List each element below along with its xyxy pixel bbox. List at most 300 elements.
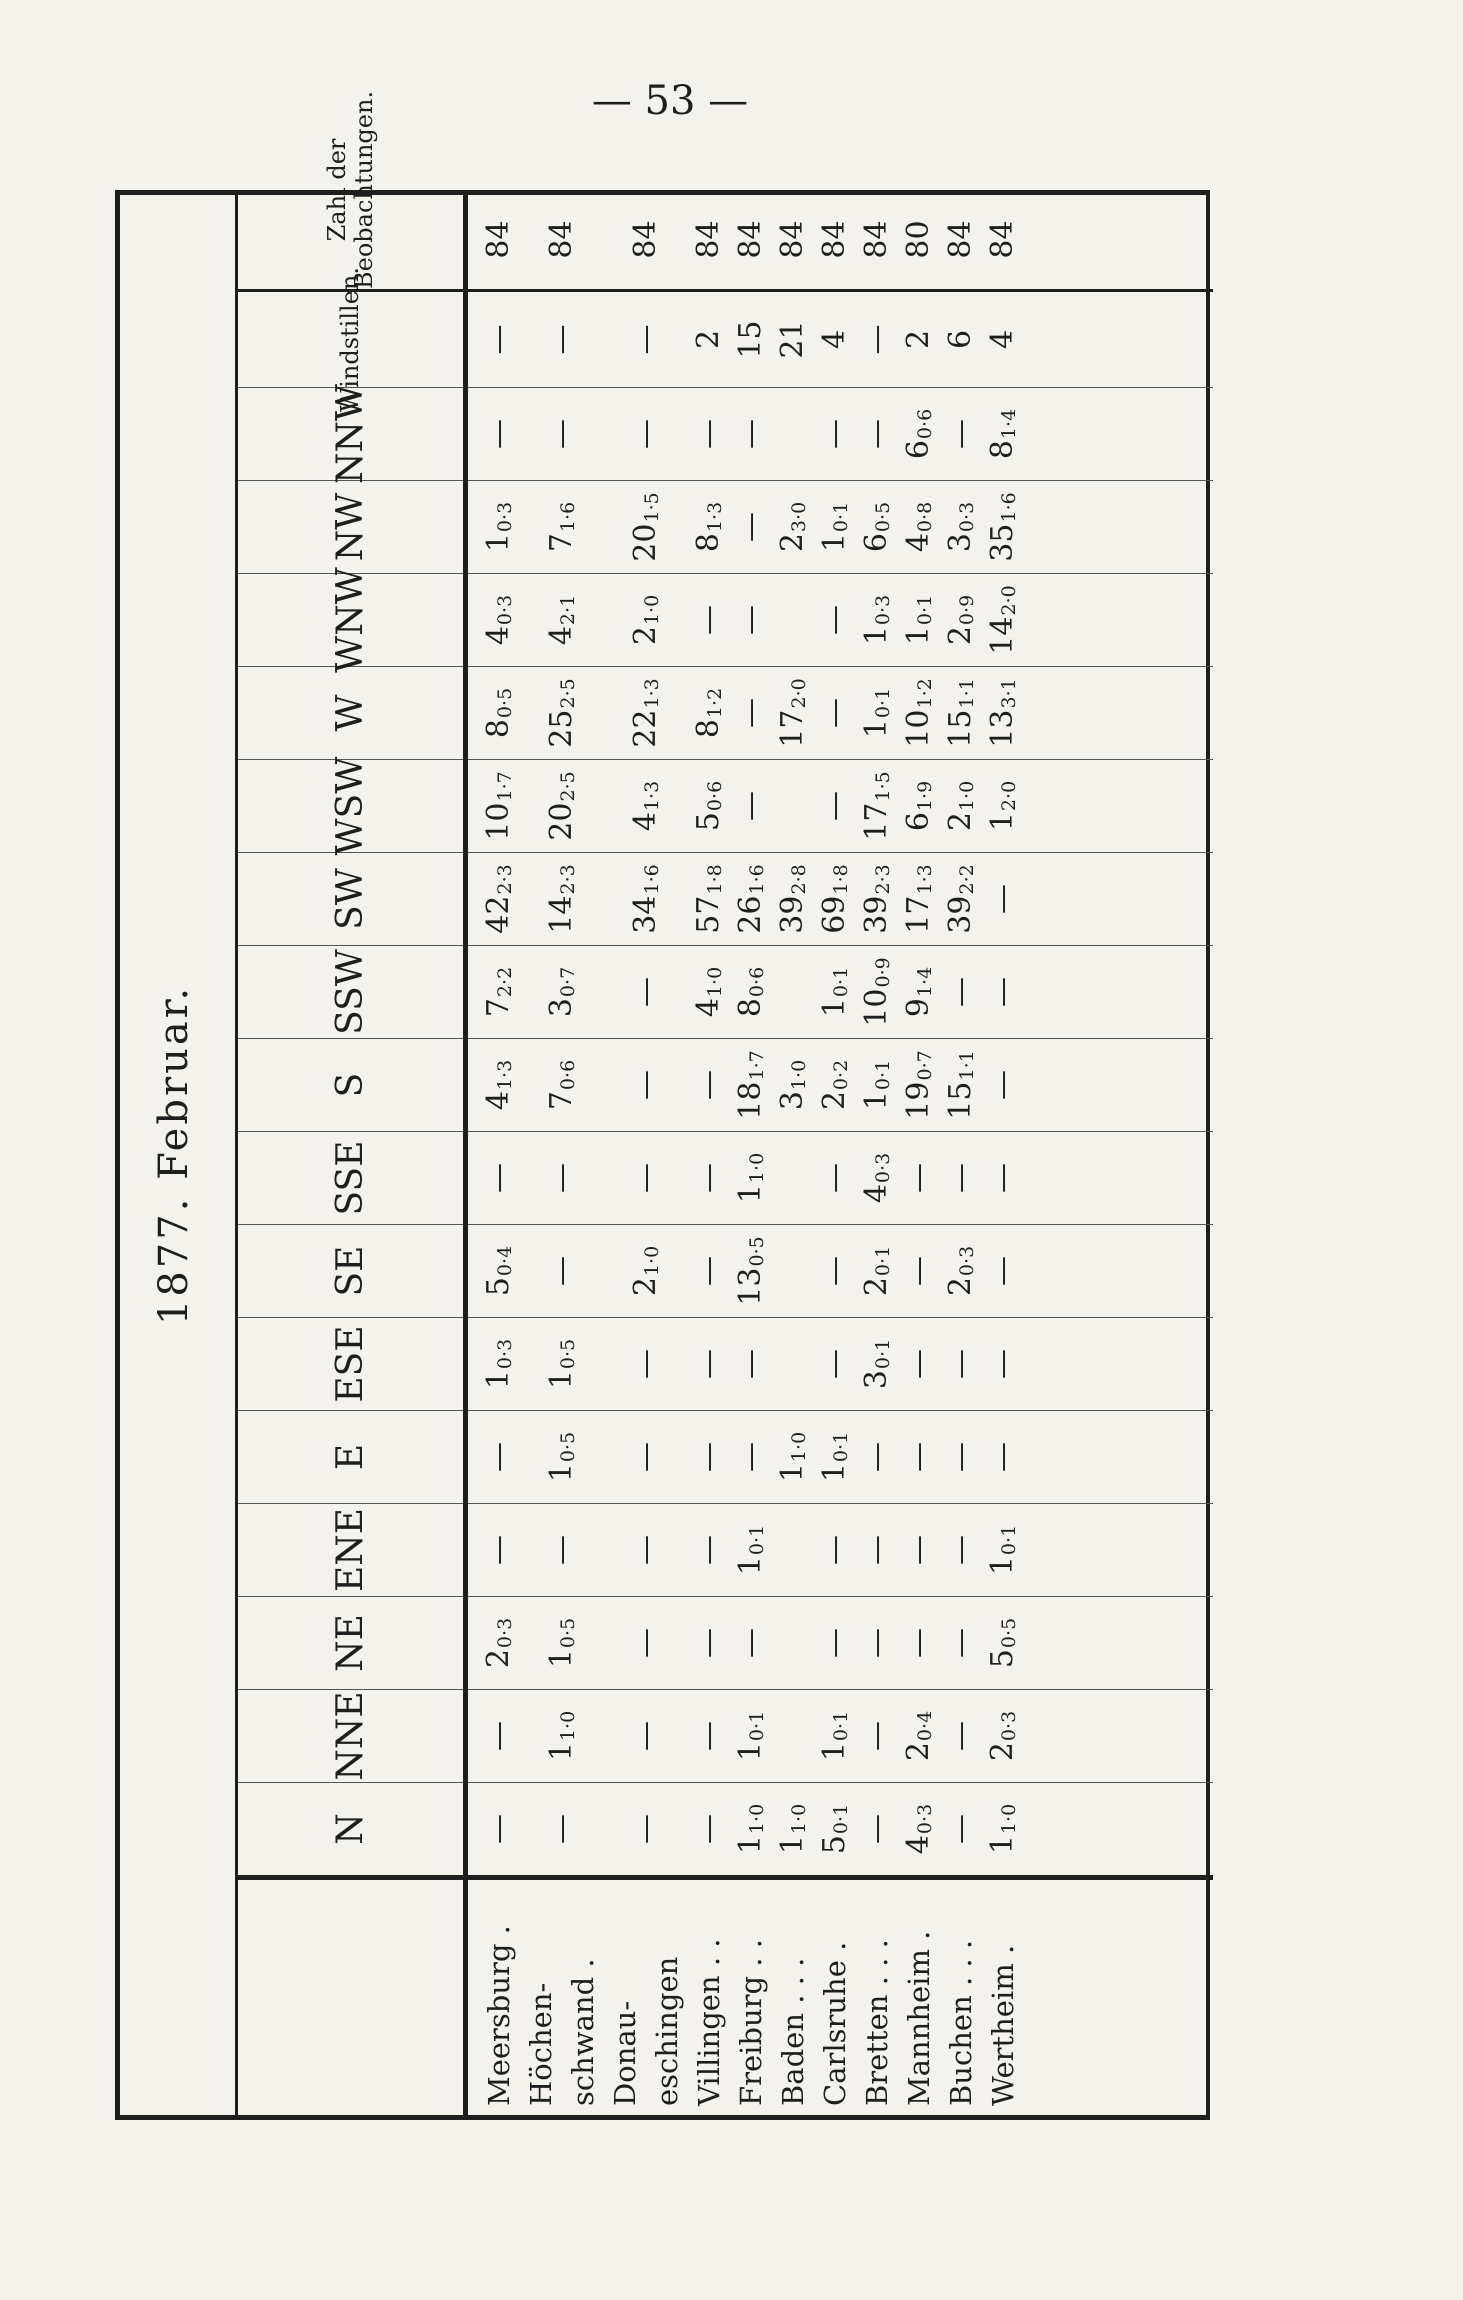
value-cell: — [859, 1628, 894, 1658]
value-cell: — [481, 1814, 516, 1844]
value-cell: — [733, 605, 768, 635]
value-cell: — [943, 977, 978, 1007]
direction-column [468, 573, 1213, 666]
value-cell [814, 1783, 856, 1875]
value-cell: — [691, 419, 726, 449]
value-cell [520, 946, 604, 1038]
frequency: 3 [775, 1091, 810, 1111]
frequency: 2 [628, 626, 663, 646]
frequency: 2 [775, 533, 810, 553]
value-cell: — [544, 1163, 579, 1193]
mean-strength: 0·4 [914, 1710, 936, 1742]
value-cell [478, 1225, 520, 1317]
direction-column [468, 1317, 1213, 1410]
calms-cell: — [628, 324, 663, 355]
value-cell: — [544, 1814, 579, 1844]
frequency: 2 [817, 1091, 852, 1111]
value-cell: — [985, 1349, 1020, 1379]
value-cell [982, 1504, 1024, 1596]
count-cell: 84 [775, 220, 810, 259]
value-cell: — [481, 1442, 516, 1472]
frequency: 6 [901, 812, 936, 832]
frequency: 15 [943, 709, 978, 748]
value-cell: — [901, 1256, 936, 1286]
station-name: Donau- [608, 2000, 642, 2106]
value-cell [982, 574, 1024, 666]
mean-strength: 0·1 [830, 1710, 852, 1742]
frequency: 2 [481, 1649, 516, 1669]
value-cell: — [691, 1163, 726, 1193]
mean-strength: 0·3 [998, 1710, 1020, 1742]
calms-cell: 4 [985, 329, 1020, 350]
frequency: 2 [943, 1277, 978, 1297]
frequency: 2 [985, 1742, 1020, 1762]
frequency: 17 [775, 709, 810, 748]
direction-column [468, 1410, 1213, 1503]
frequency: 8 [691, 533, 726, 553]
direction-column [468, 945, 1213, 1038]
value-cell [604, 574, 688, 666]
frequency: 26 [733, 895, 768, 934]
value-cell [772, 667, 814, 759]
value-cell [730, 1783, 772, 1875]
mean-strength: 1·6 [746, 864, 768, 895]
value-cell: — [481, 1163, 516, 1193]
value-cell [478, 667, 520, 759]
mean-strength: 2·8 [788, 864, 810, 895]
value-cell: — [985, 1163, 1020, 1193]
frequency: 18 [733, 1081, 768, 1120]
value-cell [940, 760, 982, 852]
value-cell: — [985, 977, 1020, 1007]
mean-strength: 0·3 [956, 501, 978, 533]
value-cell [772, 760, 814, 852]
value-cell [520, 1039, 604, 1131]
value-cell [772, 1411, 814, 1503]
value-cell [940, 1039, 982, 1131]
frequency: 1 [733, 1556, 768, 1576]
frequency: 2 [943, 626, 978, 646]
value-cell [604, 760, 688, 852]
value-cell [520, 667, 604, 759]
value-cell: — [817, 1535, 852, 1565]
value-cell: — [691, 1349, 726, 1379]
mean-strength: 1·6 [557, 501, 579, 533]
calms-cell: 2 [901, 329, 936, 350]
value-cell [772, 946, 814, 1038]
value-cell: — [733, 1349, 768, 1379]
mean-strength: 0·9 [956, 594, 978, 626]
mean-strength: 1·0 [956, 780, 978, 812]
rotated-table [115, 90, 1210, 2120]
value-cell [520, 481, 604, 573]
value-cell [688, 946, 730, 1038]
value-cell [688, 481, 730, 573]
direction-header: ESE [238, 1317, 463, 1410]
frequency: 1 [817, 1463, 852, 1483]
frequency: 57 [691, 895, 726, 934]
frequency: 2 [628, 1277, 663, 1297]
value-cell [940, 853, 982, 945]
frequency: 17 [859, 802, 894, 841]
value-cell [772, 1318, 814, 1410]
count-cell: 80 [901, 220, 936, 259]
mean-strength: 0·3 [494, 1338, 516, 1370]
calms-column [468, 289, 1213, 387]
value-cell [982, 667, 1024, 759]
frequency: 1 [985, 1556, 1020, 1576]
value-cell: — [733, 419, 768, 449]
mean-strength: 0·3 [494, 501, 516, 533]
station-name: eschingen [650, 1956, 684, 2106]
value-cell [520, 1318, 604, 1410]
value-cell [856, 574, 898, 666]
frequency: 4 [628, 812, 663, 832]
mean-strength: 1·0 [641, 1245, 663, 1277]
value-cell [478, 946, 520, 1038]
count-cell: 84 [544, 220, 579, 259]
value-cell: — [481, 1721, 516, 1751]
mean-strength: 1·2 [914, 678, 936, 709]
frequency: 1 [544, 1742, 579, 1762]
frequency: 13 [733, 1267, 768, 1306]
count-cell: 84 [691, 220, 726, 259]
direction-column [468, 852, 1213, 945]
value-cell [688, 853, 730, 945]
station-name: Freiburg . . [734, 1939, 768, 2106]
frequency: 69 [817, 895, 852, 934]
mean-strength: 0·7 [914, 1050, 936, 1081]
mean-strength: 0·1 [998, 1524, 1020, 1556]
frequency: 1 [859, 626, 894, 646]
count-cell: 84 [628, 220, 663, 259]
mean-strength: 0·6 [914, 408, 936, 440]
mean-strength: 0·1 [872, 1338, 894, 1370]
calms-cell: 4 [817, 329, 852, 350]
direction-header: WSW [238, 759, 463, 852]
direction-header: N [238, 1782, 463, 1875]
value-cell [520, 1411, 604, 1503]
value-cell [982, 1597, 1024, 1689]
mean-strength: 1·6 [998, 492, 1020, 523]
direction-column [468, 1224, 1213, 1317]
value-cell [898, 574, 940, 666]
value-cell [520, 1690, 604, 1782]
mean-strength: 0·5 [746, 1236, 768, 1267]
count-header: Zahl der Beobachtungen. [323, 90, 378, 289]
value-cell: — [817, 698, 852, 728]
station-name: Carlsruhe . [818, 1941, 852, 2106]
frequency: 4 [691, 998, 726, 1018]
mean-strength: 0·3 [494, 1617, 516, 1649]
value-cell: — [817, 419, 852, 449]
frequency: 34 [628, 895, 663, 934]
value-cell [520, 760, 604, 852]
mean-strength: 1·3 [704, 501, 726, 533]
frequency: 13 [985, 709, 1020, 748]
mean-strength: 2·0 [998, 585, 1020, 616]
mean-strength: 1·0 [746, 1152, 768, 1184]
direction-column [468, 1131, 1213, 1224]
value-cell: — [985, 884, 1020, 914]
value-cell: — [817, 791, 852, 821]
value-cell [604, 667, 688, 759]
frequency: 4 [901, 533, 936, 553]
value-cell: — [943, 1535, 978, 1565]
mean-strength: 1·1 [956, 1050, 978, 1081]
value-cell: — [901, 1535, 936, 1565]
value-cell [982, 481, 1024, 573]
frequency: 1 [985, 812, 1020, 832]
value-cell [898, 667, 940, 759]
mean-strength: 1·8 [830, 864, 852, 895]
mean-strength: 2·5 [557, 678, 579, 709]
value-cell [856, 946, 898, 1038]
value-cell: — [733, 512, 768, 542]
value-cell: — [817, 1163, 852, 1193]
mean-strength: 1·4 [998, 408, 1020, 440]
mean-strength: 0·3 [872, 594, 894, 626]
mean-strength: 1·8 [704, 864, 726, 895]
value-cell [940, 667, 982, 759]
value-cell: — [481, 419, 516, 449]
value-cell: — [943, 1442, 978, 1472]
value-cell [898, 1783, 940, 1875]
mean-strength: 0·7 [557, 966, 579, 998]
direction-header: NE [238, 1596, 463, 1689]
value-cell: — [943, 1721, 978, 1751]
frequency: 5 [817, 1835, 852, 1855]
frequency: 10 [901, 709, 936, 748]
station-column [468, 1875, 1213, 2120]
frequency: 8 [691, 719, 726, 739]
direction-column [468, 387, 1213, 480]
value-cell [730, 1039, 772, 1131]
direction-header: WNW [238, 573, 463, 666]
value-cell: — [628, 1814, 663, 1844]
mean-strength: 1·2 [704, 687, 726, 719]
value-cell [730, 1225, 772, 1317]
frequency: 19 [901, 1081, 936, 1120]
mean-strength: 0·3 [914, 1803, 936, 1835]
frequency: 1 [544, 1463, 579, 1483]
frequency: 1 [985, 1835, 1020, 1855]
value-cell [730, 1504, 772, 1596]
mean-strength: 1·3 [914, 864, 936, 895]
frequency: 2 [943, 812, 978, 832]
mean-strength: 0·8 [914, 501, 936, 533]
frequency: 15 [943, 1081, 978, 1120]
mean-strength: 0·6 [704, 780, 726, 812]
mean-strength: 1·5 [872, 771, 894, 802]
value-cell [856, 1039, 898, 1131]
count-cell: 84 [985, 220, 1020, 259]
value-cell: — [691, 1535, 726, 1565]
frequency: 10 [481, 802, 516, 841]
frequency: 1 [775, 1463, 810, 1483]
value-cell [604, 481, 688, 573]
mean-strength: 1·3 [641, 780, 663, 812]
value-cell [898, 388, 940, 480]
value-cell [814, 1039, 856, 1131]
value-cell: — [943, 1163, 978, 1193]
value-cell [814, 481, 856, 573]
frequency: 1 [544, 1649, 579, 1669]
frequency: 17 [901, 895, 936, 934]
value-cell: — [733, 1442, 768, 1472]
value-cell [982, 1783, 1024, 1875]
wind-table [235, 90, 1213, 2120]
value-cell: — [628, 1535, 663, 1565]
value-cell: — [901, 1628, 936, 1658]
value-cell: — [901, 1442, 936, 1472]
frequency: 4 [544, 626, 579, 646]
mean-strength: 1·0 [746, 1803, 768, 1835]
station-name: Bretten . . . [860, 1939, 894, 2106]
value-cell [772, 1225, 814, 1317]
value-cell [982, 1690, 1024, 1782]
mean-strength: 0·9 [872, 957, 894, 988]
station-name: Villingen . . [692, 1938, 726, 2106]
direction-column [468, 759, 1213, 852]
value-cell: — [859, 1721, 894, 1751]
mean-strength: 1·7 [494, 771, 516, 802]
value-cell [856, 1225, 898, 1317]
value-cell: — [943, 1628, 978, 1658]
value-cell [940, 481, 982, 573]
mean-strength: 0·1 [830, 501, 852, 533]
direction-header: NNW [238, 387, 463, 480]
frequency: 4 [481, 1091, 516, 1111]
mean-strength: 0·5 [494, 687, 516, 719]
mean-strength: 0·1 [830, 1431, 852, 1463]
frequency: 35 [985, 523, 1020, 562]
mean-strength: 0·1 [746, 1710, 768, 1742]
direction-column [468, 1038, 1213, 1131]
value-cell: — [628, 1721, 663, 1751]
direction-header: NW [238, 480, 463, 573]
value-cell: — [733, 791, 768, 821]
mean-strength: 0·6 [557, 1059, 579, 1091]
direction-header: SW [238, 852, 463, 945]
value-cell [898, 760, 940, 852]
value-cell: — [628, 1163, 663, 1193]
mean-strength: 1·3 [641, 678, 663, 709]
frequency: 4 [901, 1835, 936, 1855]
value-cell: — [859, 419, 894, 449]
value-cell [856, 760, 898, 852]
value-cell: — [691, 1814, 726, 1844]
count-cell: 84 [859, 220, 894, 259]
mean-strength: 3·1 [998, 678, 1020, 709]
mean-strength: 1·0 [998, 1803, 1020, 1835]
header-row [238, 90, 468, 2120]
frequency: 22 [628, 709, 663, 748]
value-cell [898, 853, 940, 945]
value-cell: — [817, 605, 852, 635]
calms-header: Windstillen. [238, 289, 463, 387]
station-name: Baden . . . [776, 1957, 810, 2106]
direction-header: S [238, 1038, 463, 1131]
mean-strength: 0·1 [872, 687, 894, 719]
mean-strength: 1·6 [641, 864, 663, 895]
value-cell [604, 1225, 688, 1317]
value-cell [856, 1132, 898, 1224]
frequency: 14 [544, 895, 579, 934]
mean-strength: 1·3 [494, 1059, 516, 1091]
mean-strength: 1·9 [914, 780, 936, 812]
mean-strength: 2·2 [494, 966, 516, 998]
value-cell: — [628, 1442, 663, 1472]
value-cell: — [817, 1256, 852, 1286]
station-name: Buchen . . . [944, 1939, 978, 2106]
direction-column [468, 1782, 1213, 1875]
value-cell: — [628, 1070, 663, 1100]
frequency: 1 [817, 533, 852, 553]
frequency: 8 [985, 440, 1020, 460]
value-cell: — [817, 1349, 852, 1379]
value-cell [772, 574, 814, 666]
value-cell [982, 760, 1024, 852]
mean-strength: 1·7 [746, 1050, 768, 1081]
value-cell [730, 1132, 772, 1224]
value-cell [730, 946, 772, 1038]
count-column [468, 190, 1213, 289]
frequency: 7 [544, 533, 579, 553]
value-cell: — [691, 1442, 726, 1472]
value-cell [772, 1132, 814, 1224]
value-cell [478, 760, 520, 852]
mean-strength: 1·0 [788, 1059, 810, 1091]
mean-strength: 2·5 [557, 771, 579, 802]
mean-strength: 0·5 [557, 1431, 579, 1463]
frequency: 14 [985, 616, 1020, 655]
frequency: 5 [691, 812, 726, 832]
value-cell [814, 1411, 856, 1503]
direction-column [468, 1689, 1213, 1782]
frequency: 1 [859, 719, 894, 739]
value-cell [856, 853, 898, 945]
frequency: 1 [775, 1835, 810, 1855]
direction-header: NNE [238, 1689, 463, 1782]
station-header [238, 1875, 463, 2120]
mean-strength: 2·0 [788, 678, 810, 709]
frequency: 20 [628, 523, 663, 562]
direction-header: SE [238, 1224, 463, 1317]
value-cell: — [691, 1256, 726, 1286]
calms-cell: — [544, 324, 579, 355]
frequency: 1 [733, 1742, 768, 1762]
count-cell: 84 [817, 220, 852, 259]
frequency: 25 [544, 709, 579, 748]
value-cell: — [733, 1628, 768, 1658]
direction-header: E [238, 1410, 463, 1503]
mean-strength: 2·2 [956, 864, 978, 895]
value-cell: — [691, 1628, 726, 1658]
value-cell [478, 481, 520, 573]
frequency: 4 [481, 626, 516, 646]
value-cell [898, 946, 940, 1038]
mean-strength: 0·6 [746, 966, 768, 998]
frequency: 39 [859, 895, 894, 934]
frequency: 39 [943, 895, 978, 934]
frequency: 4 [859, 1184, 894, 1204]
mean-strength: 1·0 [557, 1710, 579, 1742]
value-cell: — [544, 1256, 579, 1286]
direction-header: W [238, 666, 463, 759]
frequency: 1 [817, 998, 852, 1018]
frequency: 1 [733, 1184, 768, 1204]
